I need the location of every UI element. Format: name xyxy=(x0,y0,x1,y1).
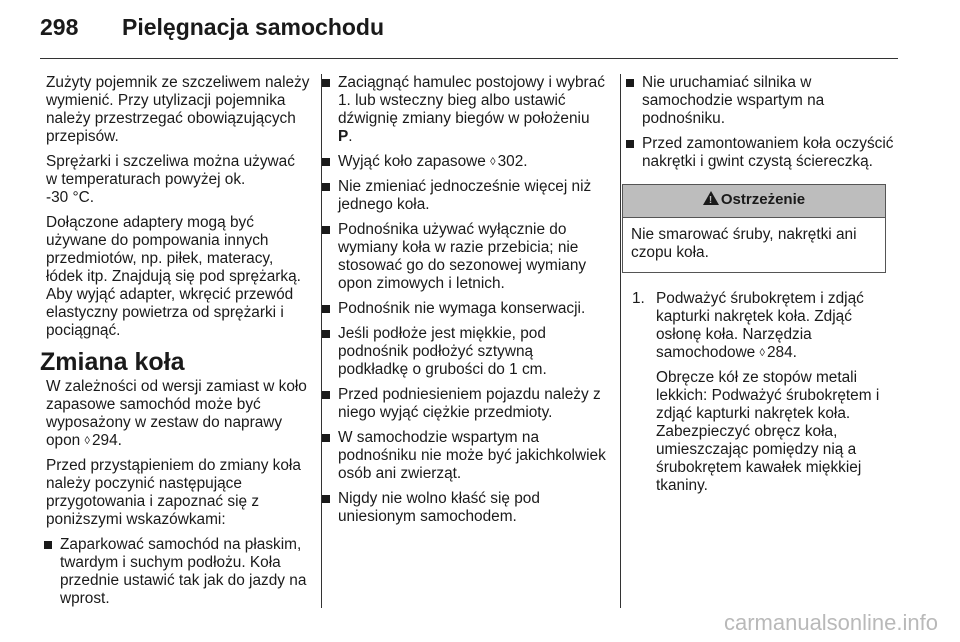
page-reference-icon: ◊ xyxy=(759,347,765,359)
column-3 xyxy=(631,74,900,502)
paragraph xyxy=(46,378,310,450)
gear-position-label: P xyxy=(338,128,349,145)
step-number: 1. xyxy=(632,290,645,307)
bullet-square-icon xyxy=(322,305,330,313)
page-reference-icon: ◊ xyxy=(84,435,90,447)
bullet-list xyxy=(334,74,606,526)
list-item-text: Nie zmieniać jednocześnie więcej niż jednego koła. xyxy=(338,178,592,213)
list-item-text: Jeśli podłoże jest miękkie, pod podnośnik podłożyć sztywną podkładkę o grubości do 1 cm. xyxy=(338,325,547,378)
section-heading: Zmiana koła xyxy=(40,348,185,376)
bullet-square-icon xyxy=(322,183,330,191)
temperature-text: -30 °C. xyxy=(46,189,95,206)
watermark-text: carmanualsonline.info xyxy=(723,610,938,635)
column-divider-2 xyxy=(620,74,621,608)
warning-box xyxy=(622,184,886,273)
bullet-square-icon xyxy=(322,495,330,503)
warning-triangle-icon xyxy=(703,191,719,205)
bullet-square-icon xyxy=(626,79,634,87)
step-text-continued: Obręcze kół ze stopów metali lekkich: Podważyć śrubokrętem i zdjąć kapturki nakrętek koła. Zabezpieczyć obręcz koła, umieszczając pomiędzy nią a śrubokrętem kawałek miękkiej tkaniny. xyxy=(656,369,880,494)
list-item-text: Przed podniesieniem pojazdu należy z niego wyjąć ciężkie przedmioty. xyxy=(338,386,601,421)
bullet-square-icon xyxy=(44,541,52,549)
list-item xyxy=(318,221,606,293)
list-item-text: Nigdy nie wolno kłaść się pod uniesionym samochodem. xyxy=(338,490,540,525)
numbered-steps xyxy=(632,290,900,495)
bullet-square-icon xyxy=(626,140,634,148)
column-2 xyxy=(334,74,606,533)
paragraph-text: W zależności od wersji zamiast w koło zapasowe samochód może być wyposażony w zestaw do naprawy opon xyxy=(46,378,307,449)
bullet-square-icon xyxy=(322,158,330,166)
page-number: 298 xyxy=(40,14,79,40)
bullet-square-icon xyxy=(322,391,330,399)
bullet-square-icon xyxy=(322,226,330,234)
column-1 xyxy=(40,74,310,615)
list-item-text: Podnośnika używać wyłącznie do wymiany koła w razie przebicia; nie stosować go do sezonowej wymiany opon zimowych i letnich. xyxy=(338,221,587,292)
step-text-main: Podważyć śrubokrętem i zdjąć kapturki nakrętek koła. Zdjąć osłonę koła. Narzędzia samochodowe xyxy=(656,290,864,361)
step-text xyxy=(656,290,900,362)
list-item xyxy=(318,429,606,483)
step-item xyxy=(632,290,900,495)
list-item xyxy=(318,325,606,379)
list-item xyxy=(318,153,606,171)
list-item: Zaciągnąć hamulec postojowy i wybrać 1. lub wsteczny bieg albo ustawić dźwignię zmiany biegów w położeniu P. xyxy=(318,74,606,146)
bullet-square-icon xyxy=(322,79,330,87)
list-item-text: Zaparkować samochód na płaskim, twardym i suchym podłożu. Koła przednie ustawić tak jak do jazdy na wprost. xyxy=(60,536,307,607)
page-reference-icon: ◊ xyxy=(490,156,496,168)
bullet-list xyxy=(638,74,900,171)
paragraph: Dołączone adaptery mogą być używane do pompowania innych przedmiotów, np. piłek, materacy, łódek itp. Znajdują się pod sprężarką. Aby wyjąć adapter, wkręcić przewód elastyczny powietrza od sprężarki i pociągnąć. xyxy=(46,214,301,339)
list-item-text: W samochodzie wspartym na podnośniku nie może być jakichkolwiek osób ani zwierząt. xyxy=(338,429,606,482)
paragraph-text: Sprężarki i szczeliwa można używać w temperaturach powyżej ok. xyxy=(46,153,295,188)
list-item xyxy=(318,300,606,318)
page-reference-link[interactable]: 294. xyxy=(91,432,122,449)
list-item-text: Wyjąć koło zapasowe xyxy=(338,153,486,170)
list-item-text: Nie uruchamiać silnika w samochodzie wspartym na podnośniku. xyxy=(642,74,825,127)
warning-title: Ostrzeżenie xyxy=(720,191,806,208)
list-item xyxy=(318,178,606,214)
list-item xyxy=(318,386,606,422)
paragraph xyxy=(46,153,310,207)
bullet-square-icon xyxy=(322,330,330,338)
bullet-list xyxy=(46,536,310,608)
paragraph: Zużyty pojemnik ze szczeliwem należy wymienić. Przy utylizacji pojemnika należy przestrzegać obowiązujących przepisów. xyxy=(46,74,310,145)
list-item xyxy=(622,74,900,128)
list-item-text: Podnośnik nie wymaga konserwacji. xyxy=(338,300,586,317)
list-item xyxy=(622,135,900,171)
bullet-square-icon xyxy=(322,434,330,442)
page-reference-link[interactable]: 302. xyxy=(497,153,528,170)
page-title: Pielęgnacja samochodu xyxy=(122,14,385,40)
page-header xyxy=(40,14,384,41)
list-item xyxy=(318,490,606,526)
header-divider xyxy=(40,58,898,59)
warning-text: Nie smarować śruby, nakrętki ani czopu koła. xyxy=(631,226,857,261)
list-item-text: Przed zamontowaniem koła oczyścić nakrętki i gwint czystą ściereczką. xyxy=(642,135,894,170)
paragraph: Przed przystąpieniem do zmiany koła należy poczynić następujące przygotowania i zapoznać się z poniższymi wskazówkami: xyxy=(46,457,301,528)
page-reference-link[interactable]: 284. xyxy=(766,344,797,361)
list-item xyxy=(40,536,310,608)
list-item-text: Zaciągnąć hamulec postojowy i wybrać 1. lub wsteczny bieg albo ustawić dźwignię zmiany biegów w położeniu xyxy=(338,74,605,127)
warning-header xyxy=(623,185,885,218)
